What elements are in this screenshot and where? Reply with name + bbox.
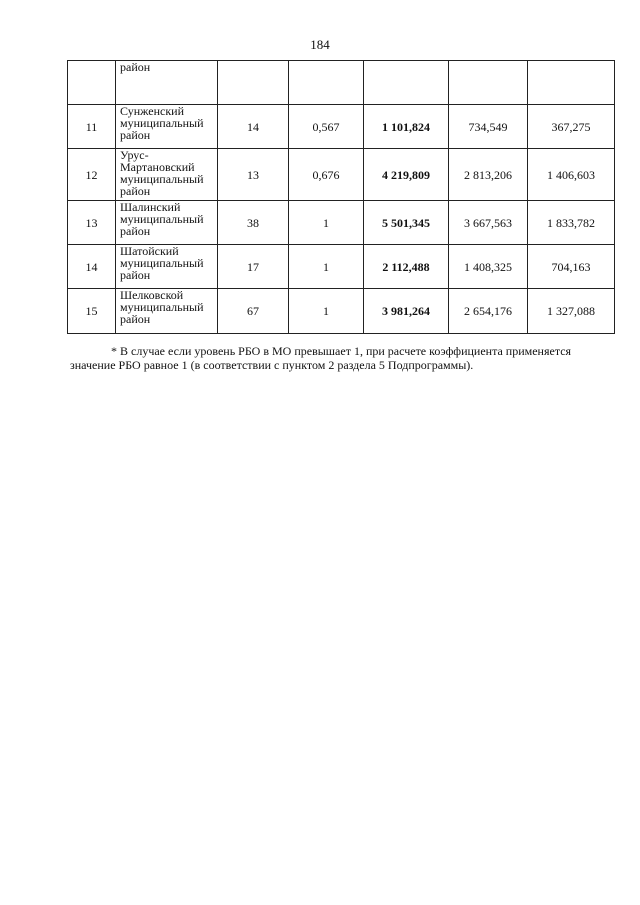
municipality-name-cell xyxy=(116,201,218,245)
name-line: муниципальный xyxy=(120,172,204,186)
name-line: район xyxy=(120,184,151,198)
name-line: Мартановский xyxy=(120,160,195,174)
share-a-cell: 3 667,563 xyxy=(449,201,528,245)
rbo-cell: 1 xyxy=(289,289,364,334)
table-row xyxy=(68,289,615,334)
footnote xyxy=(70,344,610,372)
rbo-cell xyxy=(289,61,364,105)
count-cell xyxy=(218,61,289,105)
name-line: Сунженский xyxy=(120,104,185,118)
share-b-cell xyxy=(528,61,615,105)
total-cell: 5 501,345 xyxy=(364,201,449,245)
rbo-cell: 1 xyxy=(289,245,364,289)
name-line: район xyxy=(120,60,151,74)
rbo-cell: 0,676 xyxy=(289,149,364,201)
name-line: район xyxy=(120,128,151,142)
share-a-cell: 2 654,176 xyxy=(449,289,528,334)
municipality-name-cell xyxy=(116,289,218,334)
row-number-cell xyxy=(68,61,116,105)
total-cell: 4 219,809 xyxy=(364,149,449,201)
name-line: Урус- xyxy=(120,148,149,162)
name-line: Шалинский xyxy=(120,200,181,214)
municipality-name-cell xyxy=(116,245,218,289)
page-number: 184 xyxy=(310,37,330,52)
municipality-name-cell xyxy=(116,149,218,201)
table-row xyxy=(68,149,615,201)
share-b-cell: 704,163 xyxy=(528,245,615,289)
share-b-cell: 1 406,603 xyxy=(528,149,615,201)
share-a-cell: 734,549 xyxy=(449,105,528,149)
table-row xyxy=(68,105,615,149)
share-a-cell: 1 408,325 xyxy=(449,245,528,289)
count-cell: 38 xyxy=(218,201,289,245)
name-line: муниципальный xyxy=(120,300,204,314)
name-line: муниципальный xyxy=(120,256,204,270)
name-line: Шелковской xyxy=(120,288,184,302)
name-line: муниципальный xyxy=(120,116,204,130)
share-a-cell xyxy=(449,61,528,105)
row-number-cell: 11 xyxy=(68,105,116,149)
municipality-name-cell xyxy=(116,61,218,105)
total-cell: 1 101,824 xyxy=(364,105,449,149)
footnote-line: * В случае если уровень РБО в МО превышает 1, при расчете коэффициента применяется xyxy=(111,344,572,358)
table-row xyxy=(68,201,615,245)
table-row xyxy=(68,61,615,105)
count-cell: 67 xyxy=(218,289,289,334)
share-b-cell: 1 327,088 xyxy=(528,289,615,334)
total-cell xyxy=(364,61,449,105)
share-b-cell: 367,275 xyxy=(528,105,615,149)
municipality-name-cell xyxy=(116,105,218,149)
name-line: Шатойский xyxy=(120,244,179,258)
row-number-cell: 12 xyxy=(68,149,116,201)
count-cell: 13 xyxy=(218,149,289,201)
data-table xyxy=(67,60,615,334)
total-cell: 3 981,264 xyxy=(364,289,449,334)
share-b-cell: 1 833,782 xyxy=(528,201,615,245)
name-line: район xyxy=(120,268,151,282)
rbo-cell: 0,567 xyxy=(289,105,364,149)
total-cell: 2 112,488 xyxy=(364,245,449,289)
row-number-cell: 15 xyxy=(68,289,116,334)
count-cell: 14 xyxy=(218,105,289,149)
name-line: район xyxy=(120,224,151,238)
name-line: район xyxy=(120,312,151,326)
count-cell: 17 xyxy=(218,245,289,289)
row-number-cell: 13 xyxy=(68,201,116,245)
row-number-cell: 14 xyxy=(68,245,116,289)
table-row xyxy=(68,245,615,289)
name-line: муниципальный xyxy=(120,212,204,226)
share-a-cell: 2 813,206 xyxy=(449,149,528,201)
footnote-line: значение РБО равное 1 (в соответствии с пунктом 2 раздела 5 Подпрограммы). xyxy=(70,358,474,372)
rbo-cell: 1 xyxy=(289,201,364,245)
